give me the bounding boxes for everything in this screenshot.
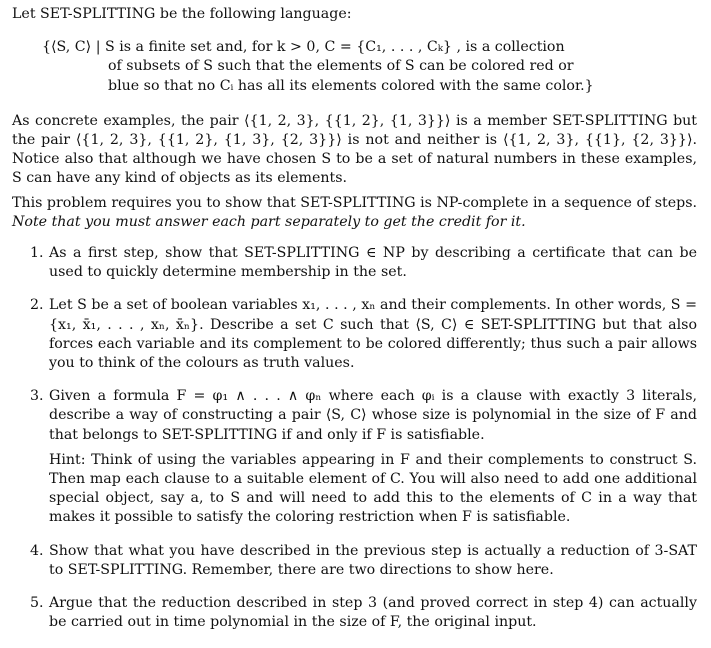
step-item-3 [12, 387, 697, 527]
step-number: 5. [30, 595, 44, 612]
intro-text: Let SET-SPLITTING be the following language: [12, 6, 352, 22]
definition-line-2: of subsets of S such that the elements of S can be colored red or [108, 58, 574, 75]
step-item-4 [12, 542, 697, 580]
definition-line-3: blue so that no Cᵢ has all its elements colored with the same color.} [108, 77, 594, 94]
examples-paragraph: As concrete examples, the pair ⟨{1, 2, 3}, {{1, 2}, {1, 3}}⟩ is a member SET-SPLITTING but the pair ⟨{1, 2, 3}, {{1, 2}, {1, 3}, {2, 3}}⟩ is not and neither is ⟨{1, 2, 3}, {{1}, {2, 3}}⟩. Notice also that although we have chosen S to be a set of natural numbers in these examples, S can have any kind of objects as its elements. [12, 112, 697, 187]
step-number: 2. [30, 297, 44, 314]
step-text: Argue that the reduction described in step 3 (and proved correct in step 4) can actually be carried out in time polynomial in the size of F, the original input. [49, 595, 697, 631]
step-number: 1. [30, 245, 44, 262]
language-definition [42, 38, 685, 96]
step-item-1 [12, 244, 697, 282]
problem-paragraph [12, 194, 697, 232]
credit-note: Note that you must answer each part separately to get the credit for it. [12, 213, 526, 230]
step-item-2 [12, 296, 697, 373]
step-item-5 [12, 594, 697, 632]
problem-text: This problem requires you to show that SET-SPLITTING is NP-complete in a sequence of steps. [12, 194, 697, 211]
step-text: Given a formula F = φ₁ ∧ . . . ∧ φₙ where each φᵢ is a clause with exactly 3 literals, describe a way of constructing a pair ⟨S, C⟩ whose size is polynomial in the size of F and that belongs to SET-SPLITTING if and only if F is satisfiable. [49, 388, 697, 443]
hint-text: Hint: Think of using the variables appearing in F and their complements to construct S. Then map each clause to a suitable element of C. You will also need to add one additional special object, say a, to S and will need to add this to the elements of C in a way that makes it possible to satisfy the coloring restriction when F is satisfiable. [49, 451, 697, 526]
steps-list [12, 244, 697, 632]
step-number: 4. [30, 542, 44, 559]
step-number: 3. [30, 388, 44, 405]
definition-line-1: {⟨S, C⟩ | S is a finite set and, for k > 0, C = {C₁, . . . , Cₖ} , is a collection [42, 39, 565, 56]
step-text: Show that what you have described in the previous step is actually a reduction of 3-SAT to SET-SPLITTING. Remember, there are two directions to show here. [49, 542, 697, 578]
step-text: Let S be a set of boolean variables x₁, . . . , xₙ and their complements. In other words, S = {x₁, x̄₁, . . . , xₙ, x̄ₙ}. Describe a set C such that ⟨S, C⟩ ∈ SET-SPLITTING but that also forces each variable and its complement to be colored differently; thus such a pair allows you to think of the colours as truth values. [49, 297, 697, 372]
step-text: As a first step, show that SET-SPLITTING ∈ NP by describing a certificate that can be used to quickly determine membership in the set. [49, 245, 697, 281]
